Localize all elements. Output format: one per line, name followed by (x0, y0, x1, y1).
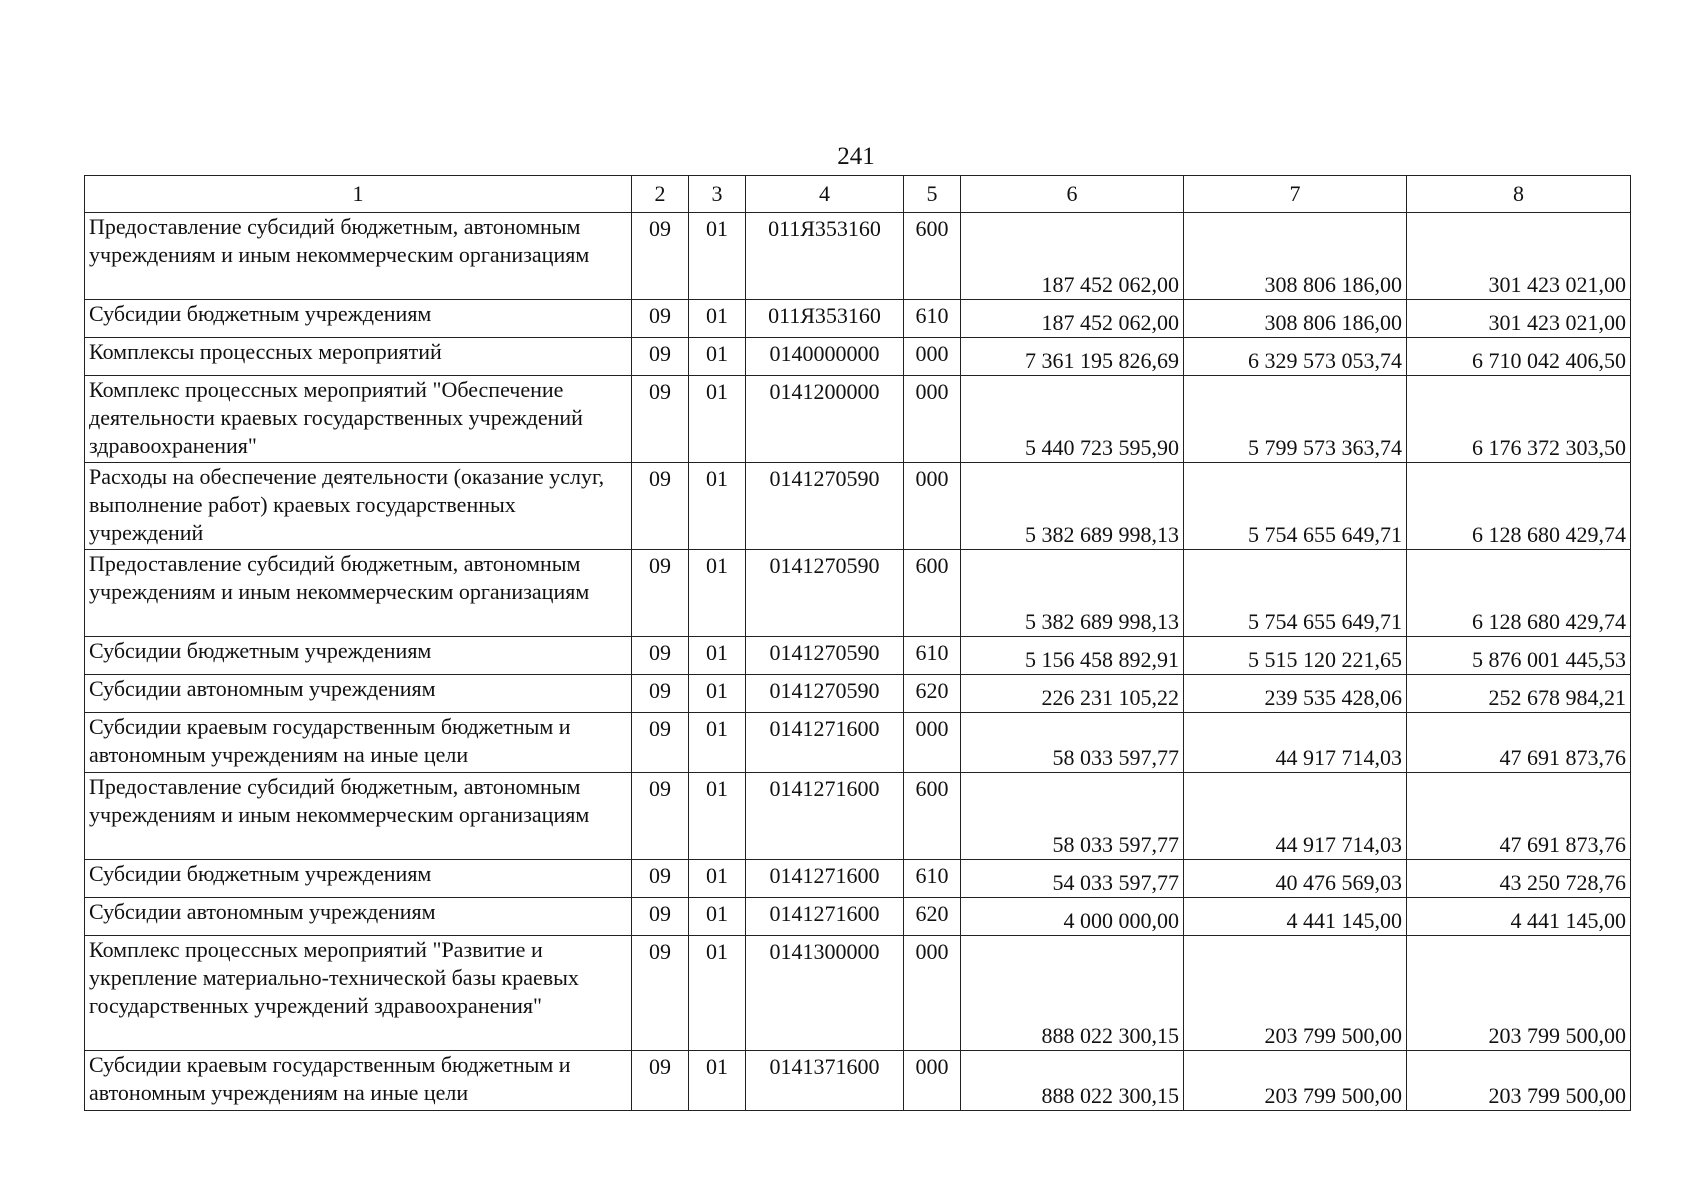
amount-col-7: 40 476 569,03 (1184, 860, 1407, 898)
subsection-code: 01 (689, 463, 746, 550)
section-code: 09 (632, 1051, 689, 1111)
amount-col-7: 44 917 714,03 (1184, 773, 1407, 860)
column-header: 4 (746, 176, 904, 213)
expense-name: Комплекс процессных мероприятий "Обеспечение деятельности краевых государственных учреждений здравоохранения" (85, 376, 632, 463)
subsection-code: 01 (689, 637, 746, 675)
amount-col-8: 6 710 042 406,50 (1407, 338, 1631, 376)
expense-type-code: 000 (904, 338, 961, 376)
column-header: 8 (1407, 176, 1631, 213)
expense-type-code: 000 (904, 1051, 961, 1111)
expense-name: Субсидии автономным учреждениям (85, 898, 632, 936)
amount-col-7: 44 917 714,03 (1184, 713, 1407, 773)
target-article-code: 0140000000 (746, 338, 904, 376)
column-header: 3 (689, 176, 746, 213)
amount-col-7: 203 799 500,00 (1184, 936, 1407, 1051)
table-row (85, 376, 1631, 463)
amount-col-6: 54 033 597,77 (961, 860, 1184, 898)
subsection-code: 01 (689, 860, 746, 898)
amount-col-8: 43 250 728,76 (1407, 860, 1631, 898)
section-code: 09 (632, 675, 689, 713)
subsection-code: 01 (689, 675, 746, 713)
table-row (85, 898, 1631, 936)
expense-type-code: 600 (904, 773, 961, 860)
amount-col-6: 888 022 300,15 (961, 1051, 1184, 1111)
section-code: 09 (632, 773, 689, 860)
expense-name: Комплексы процессных мероприятий (85, 338, 632, 376)
subsection-code: 01 (689, 936, 746, 1051)
amount-col-6: 5 382 689 998,13 (961, 463, 1184, 550)
expense-name: Субсидии бюджетным учреждениям (85, 637, 632, 675)
table-row (85, 338, 1631, 376)
target-article-code: 0141271600 (746, 860, 904, 898)
amount-col-8: 6 176 372 303,50 (1407, 376, 1631, 463)
expense-type-code: 600 (904, 550, 961, 637)
table-row (85, 550, 1631, 637)
section-code: 09 (632, 376, 689, 463)
amount-col-6: 226 231 105,22 (961, 675, 1184, 713)
subsection-code: 01 (689, 550, 746, 637)
amount-col-8: 47 691 873,76 (1407, 773, 1631, 860)
subsection-code: 01 (689, 213, 746, 300)
target-article-code: 0141271600 (746, 713, 904, 773)
amount-col-7: 5 754 655 649,71 (1184, 463, 1407, 550)
expense-name: Субсидии бюджетным учреждениям (85, 300, 632, 338)
subsection-code: 01 (689, 300, 746, 338)
expense-name: Расходы на обеспечение деятельности (оказание услуг, выполнение работ) краевых государственных учреждений (85, 463, 632, 550)
section-code: 09 (632, 898, 689, 936)
subsection-code: 01 (689, 1051, 746, 1111)
expense-name: Предоставление субсидий бюджетным, автономным учреждениям и иным некоммерческим организациям (85, 213, 632, 300)
amount-col-6: 187 452 062,00 (961, 213, 1184, 300)
expense-name: Субсидии краевым государственным бюджетным и автономным учреждениям на иные цели (85, 1051, 632, 1111)
expense-name: Предоставление субсидий бюджетным, автономным учреждениям и иным некоммерческим организациям (85, 773, 632, 860)
expense-type-code: 000 (904, 713, 961, 773)
amount-col-8: 252 678 984,21 (1407, 675, 1631, 713)
target-article-code: 011Я353160 (746, 213, 904, 300)
target-article-code: 0141270590 (746, 637, 904, 675)
column-header: 7 (1184, 176, 1407, 213)
column-header: 2 (632, 176, 689, 213)
section-code: 09 (632, 550, 689, 637)
target-article-code: 0141270590 (746, 675, 904, 713)
expense-type-code: 600 (904, 213, 961, 300)
target-article-code: 011Я353160 (746, 300, 904, 338)
header-row (85, 176, 1631, 213)
table-row (85, 675, 1631, 713)
amount-col-7: 5 754 655 649,71 (1184, 550, 1407, 637)
target-article-code: 0141271600 (746, 898, 904, 936)
amount-col-8: 5 876 001 445,53 (1407, 637, 1631, 675)
section-code: 09 (632, 860, 689, 898)
section-code: 09 (632, 463, 689, 550)
target-article-code: 0141271600 (746, 773, 904, 860)
table-row (85, 773, 1631, 860)
expense-type-code: 610 (904, 637, 961, 675)
section-code: 09 (632, 213, 689, 300)
amount-col-7: 308 806 186,00 (1184, 213, 1407, 300)
table-row (85, 213, 1631, 300)
amount-col-6: 7 361 195 826,69 (961, 338, 1184, 376)
amount-col-6: 888 022 300,15 (961, 936, 1184, 1051)
column-header: 6 (961, 176, 1184, 213)
amount-col-8: 301 423 021,00 (1407, 300, 1631, 338)
page-number: 241 (837, 143, 875, 170)
target-article-code: 0141300000 (746, 936, 904, 1051)
amount-col-6: 5 156 458 892,91 (961, 637, 1184, 675)
subsection-code: 01 (689, 773, 746, 860)
amount-col-6: 58 033 597,77 (961, 713, 1184, 773)
amount-col-8: 47 691 873,76 (1407, 713, 1631, 773)
amount-col-8: 4 441 145,00 (1407, 898, 1631, 936)
section-code: 09 (632, 936, 689, 1051)
table-row (85, 936, 1631, 1051)
column-header: 1 (85, 176, 632, 213)
section-code: 09 (632, 338, 689, 376)
amount-col-8: 203 799 500,00 (1407, 1051, 1631, 1111)
target-article-code: 0141371600 (746, 1051, 904, 1111)
expense-type-code: 000 (904, 376, 961, 463)
amount-col-6: 4 000 000,00 (961, 898, 1184, 936)
expense-name: Субсидии автономным учреждениям (85, 675, 632, 713)
target-article-code: 0141270590 (746, 550, 904, 637)
target-article-code: 0141200000 (746, 376, 904, 463)
table-row (85, 300, 1631, 338)
amount-col-7: 6 329 573 053,74 (1184, 338, 1407, 376)
amount-col-7: 308 806 186,00 (1184, 300, 1407, 338)
expense-name: Предоставление субсидий бюджетным, автономным учреждениям и иным некоммерческим организациям (85, 550, 632, 637)
expense-name: Комплекс процессных мероприятий "Развитие и укрепление материально-технической базы краевых государственных учреждений здравоохранения" (85, 936, 632, 1051)
expense-type-code: 000 (904, 463, 961, 550)
amount-col-7: 5 515 120 221,65 (1184, 637, 1407, 675)
amount-col-7: 4 441 145,00 (1184, 898, 1407, 936)
expense-type-code: 000 (904, 936, 961, 1051)
budget-table (84, 175, 1631, 1111)
table-row (85, 463, 1631, 550)
section-code: 09 (632, 713, 689, 773)
amount-col-8: 6 128 680 429,74 (1407, 463, 1631, 550)
target-article-code: 0141270590 (746, 463, 904, 550)
table-row (85, 637, 1631, 675)
amount-col-8: 203 799 500,00 (1407, 936, 1631, 1051)
column-header: 5 (904, 176, 961, 213)
amount-col-7: 203 799 500,00 (1184, 1051, 1407, 1111)
section-code: 09 (632, 637, 689, 675)
amount-col-8: 6 128 680 429,74 (1407, 550, 1631, 637)
expense-name: Субсидии краевым государственным бюджетным и автономным учреждениям на иные цели (85, 713, 632, 773)
expense-type-code: 620 (904, 675, 961, 713)
expense-name: Субсидии бюджетным учреждениям (85, 860, 632, 898)
amount-col-6: 5 382 689 998,13 (961, 550, 1184, 637)
subsection-code: 01 (689, 713, 746, 773)
expense-type-code: 610 (904, 300, 961, 338)
section-code: 09 (632, 300, 689, 338)
table-row (85, 1051, 1631, 1111)
amount-col-7: 5 799 573 363,74 (1184, 376, 1407, 463)
subsection-code: 01 (689, 898, 746, 936)
amount-col-6: 5 440 723 595,90 (961, 376, 1184, 463)
amount-col-6: 187 452 062,00 (961, 300, 1184, 338)
expense-type-code: 620 (904, 898, 961, 936)
amount-col-6: 58 033 597,77 (961, 773, 1184, 860)
expense-type-code: 610 (904, 860, 961, 898)
amount-col-8: 301 423 021,00 (1407, 213, 1631, 300)
subsection-code: 01 (689, 338, 746, 376)
table-row (85, 713, 1631, 773)
amount-col-7: 239 535 428,06 (1184, 675, 1407, 713)
subsection-code: 01 (689, 376, 746, 463)
table-row (85, 860, 1631, 898)
